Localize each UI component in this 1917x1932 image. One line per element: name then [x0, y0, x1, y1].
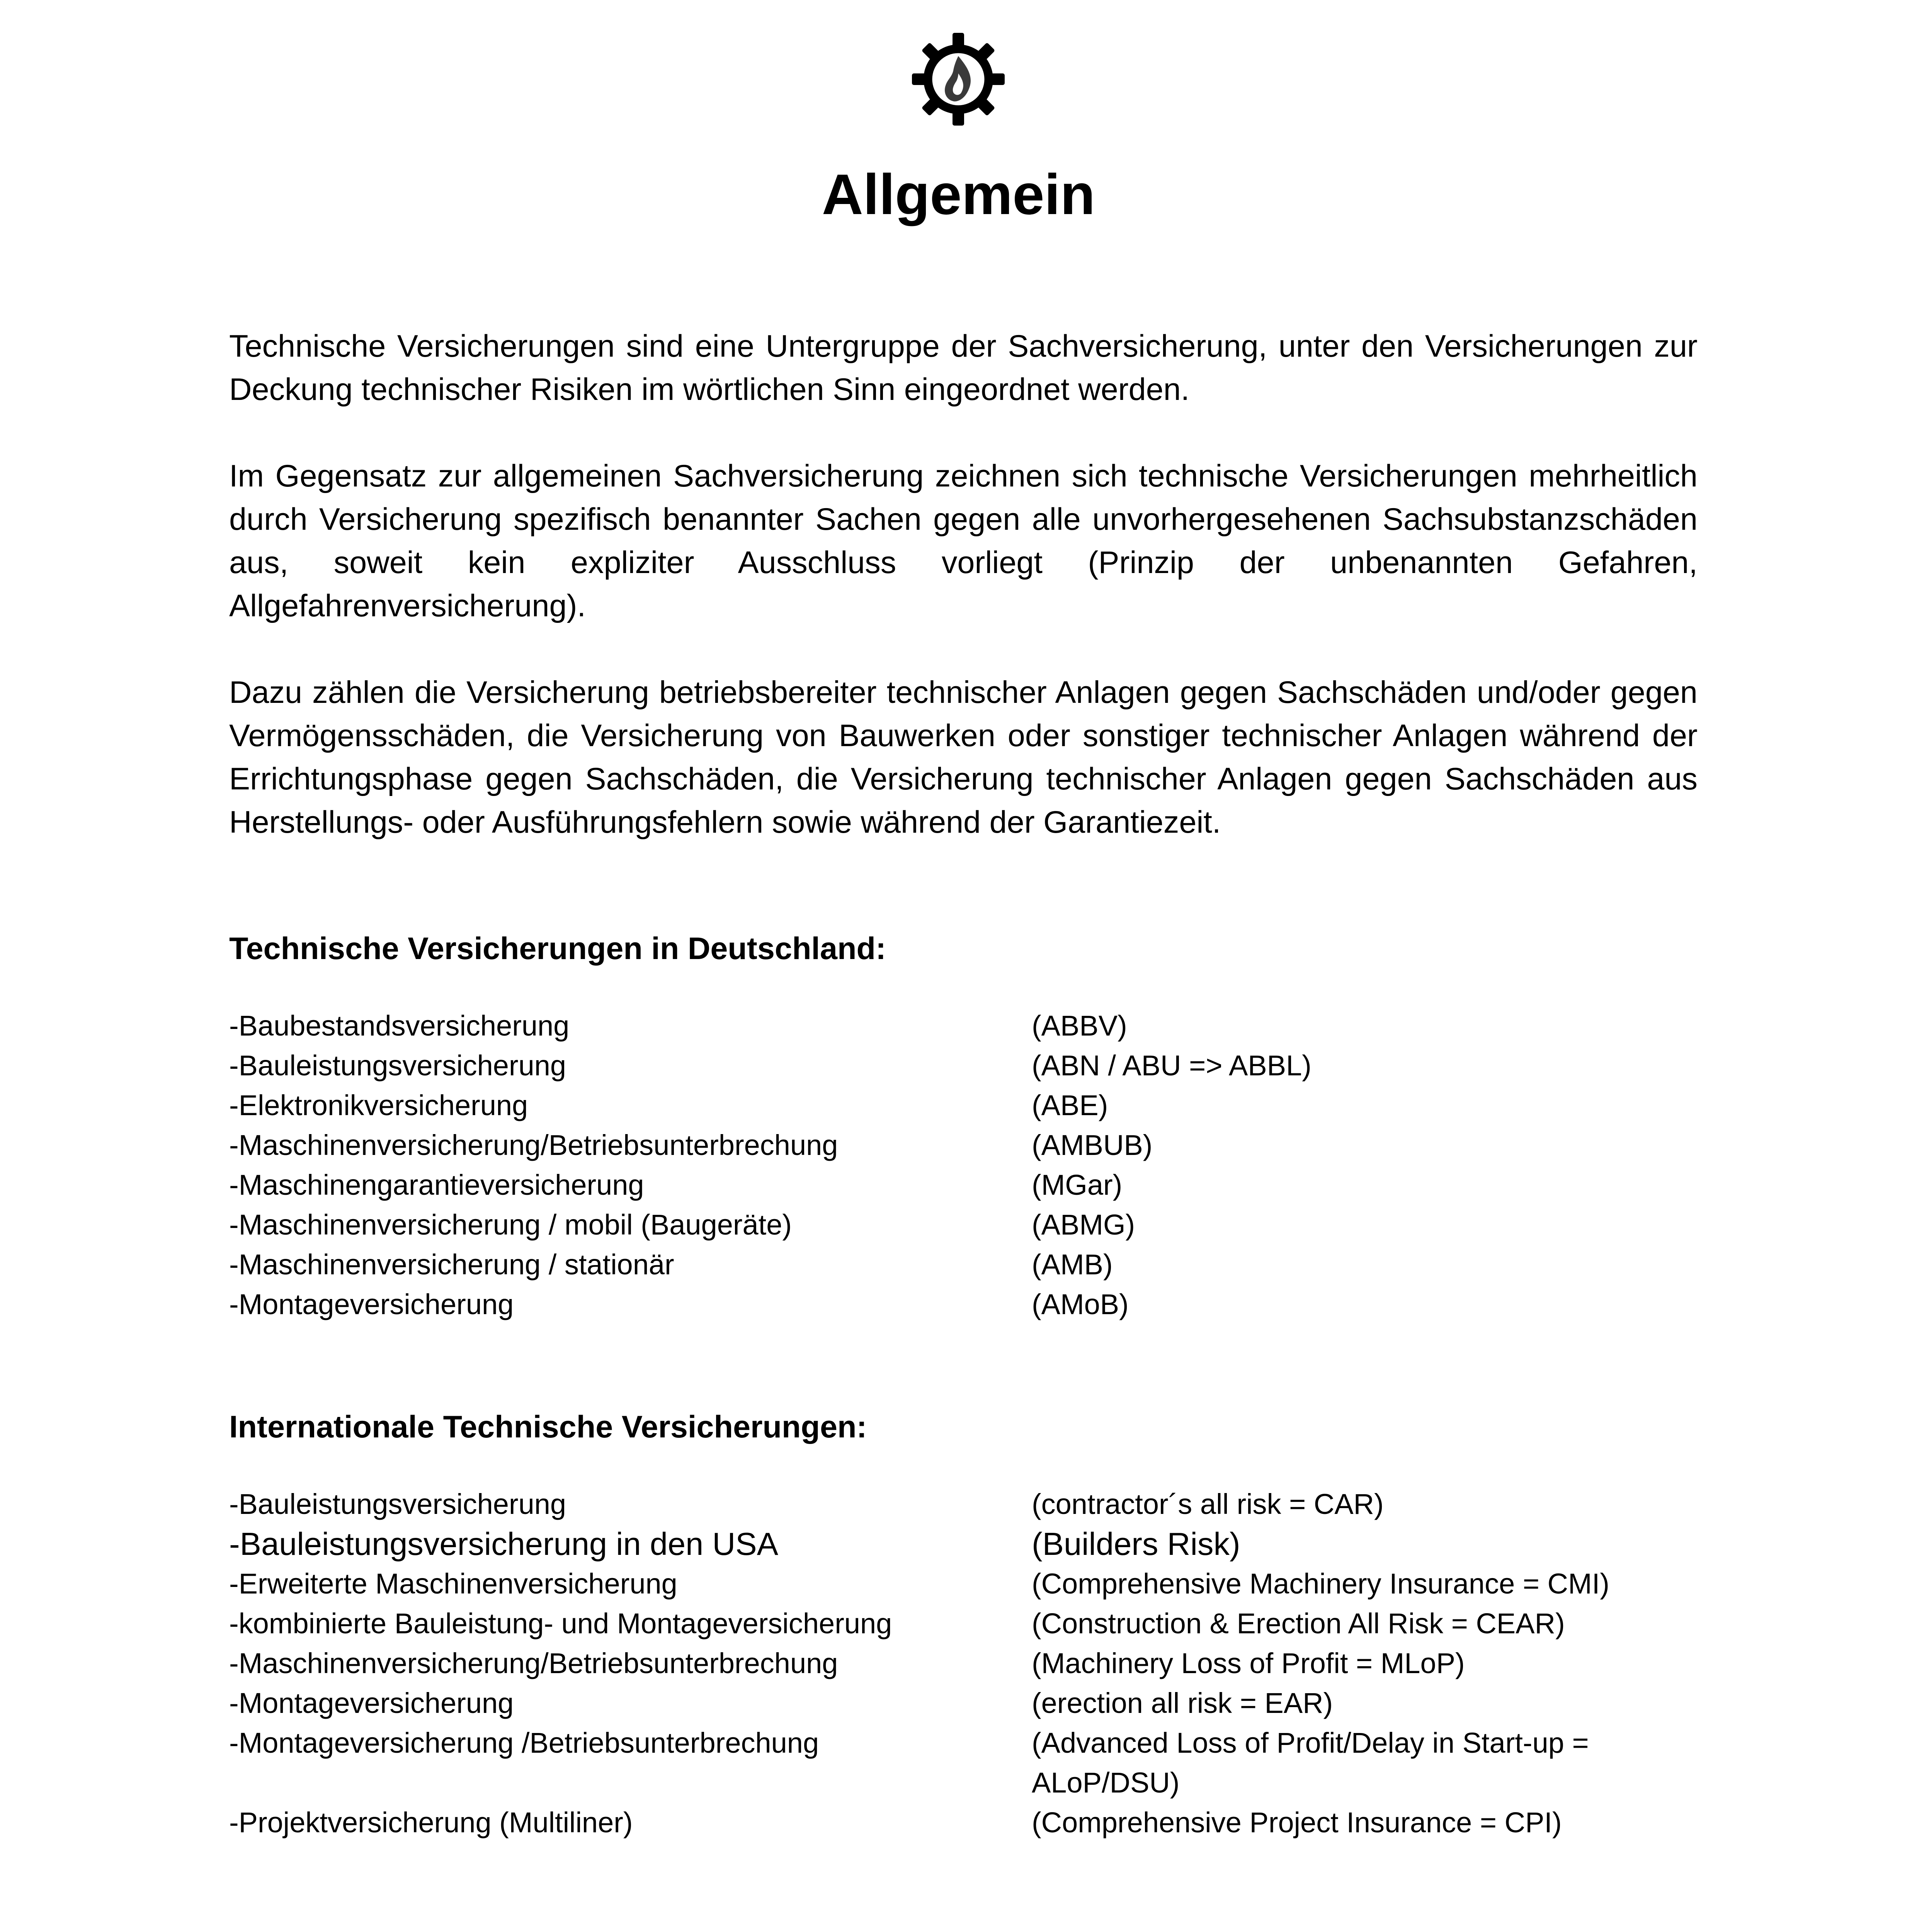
insurance-abbreviation: (Construction & Erection All Risk = CEAR) — [1032, 1607, 1565, 1639]
insurance-abbreviation: (ABN / ABU => ABBL) — [1032, 1049, 1311, 1082]
insurance-abbreviation: (Comprehensive Machinery Insurance = CMI) — [1032, 1568, 1609, 1600]
insurance-name: -Baubestandsversicherung — [229, 1010, 570, 1042]
insurance-name: -Montageversicherung /Betriebsunterbrechung — [229, 1727, 819, 1759]
insurance-name: -Montageversicherung — [229, 1687, 514, 1719]
germany-section-heading: Technische Versicherungen in Deutschland: — [229, 931, 886, 966]
insurance-abbreviation: (Builders Risk) — [1032, 1526, 1240, 1562]
international-insurance-list — [229, 1484, 1698, 1842]
list-item — [229, 1604, 1698, 1643]
insurance-name: -Bauleistungsversicherung — [229, 1488, 566, 1520]
list-item — [229, 1006, 1698, 1046]
insurance-abbreviation: (Machinery Loss of Profit = MLoP) — [1032, 1647, 1465, 1679]
insurance-abbreviation: (AMBUB) — [1032, 1129, 1153, 1161]
gear-flame-icon — [910, 31, 1007, 128]
insurance-abbreviation: (MGar) — [1032, 1169, 1123, 1201]
list-item — [229, 1205, 1698, 1245]
insurance-name: -Projektversicherung (Multiliner) — [229, 1806, 633, 1838]
insurance-abbreviation: (AMB) — [1032, 1248, 1113, 1281]
insurance-name: -Elektronikversicherung — [229, 1089, 528, 1121]
insurance-name: -Maschinenversicherung/Betriebsunterbrechung — [229, 1647, 838, 1679]
list-item — [229, 1564, 1698, 1604]
list-item — [229, 1165, 1698, 1205]
insurance-name: -Bauleistungsversicherung — [229, 1049, 566, 1082]
list-item — [229, 1803, 1698, 1842]
insurance-abbreviation: (Advanced Loss of Profit/Delay in Start-up = ALoP/DSU) — [1032, 1727, 1589, 1799]
intro-paragraph-1: Technische Versicherungen sind eine Untergruppe der Sachversicherung, unter den Versicherungen zur Deckung technischer Risiken im wörtlichen Sinn eingeordnet werden. — [229, 329, 1698, 407]
insurance-name: -kombinierte Bauleistung- und Montageversicherung — [229, 1607, 892, 1639]
list-item — [229, 1245, 1698, 1284]
insurance-abbreviation: (ABBV) — [1032, 1010, 1127, 1042]
insurance-name: -Maschinenversicherung / mobil (Baugeräte) — [229, 1209, 792, 1241]
list-item — [229, 1484, 1698, 1524]
insurance-name: -Bauleistungsversicherung in den USA — [229, 1526, 779, 1562]
insurance-name: -Montageversicherung — [229, 1288, 514, 1320]
list-item — [229, 1046, 1698, 1085]
insurance-name: -Maschinenversicherung / stationär — [229, 1248, 674, 1281]
insurance-name: -Maschinenversicherung/Betriebsunterbrechung — [229, 1129, 838, 1161]
insurance-abbreviation: (Comprehensive Project Insurance = CPI) — [1032, 1806, 1562, 1838]
germany-insurance-list — [229, 1006, 1698, 1324]
insurance-name: -Erweiterte Maschinenversicherung — [229, 1568, 677, 1600]
list-item — [229, 1723, 1698, 1803]
page-title: Allgemein — [822, 163, 1095, 226]
insurance-abbreviation: (erection all risk = EAR) — [1032, 1687, 1333, 1719]
international-section-heading: Internationale Technische Versicherungen: — [229, 1410, 867, 1444]
list-item — [229, 1085, 1698, 1125]
list-item — [229, 1284, 1698, 1324]
list-item — [229, 1524, 1698, 1564]
insurance-abbreviation: (ABMG) — [1032, 1209, 1135, 1241]
intro-paragraph-2: Im Gegensatz zur allgemeinen Sachversicherung zeichnen sich technische Versicherungen mehrheitlich durch Versicherung spezifisch benannter Sachen gegen alle unvorhergesehenen Sachsubstanzschäden aus, soweit kein expliziter Ausschluss vorliegt (Prinzip der unbenannten Gefahren, Allgefahrenversicherung). — [229, 459, 1698, 623]
list-item — [229, 1643, 1698, 1683]
list-item — [229, 1125, 1698, 1165]
intro-paragraph-3: Dazu zählen die Versicherung betriebsbereiter technischer Anlagen gegen Sachschäden und/oder gegen Vermögensschäden, die Versicherung von Bauwerken oder sonstiger technischer Anlagen während der Errichtungsphase gegen Sachschäden, die Versicherung technischer Anlagen gegen Sachschäden aus Herstellungs- oder Ausführungsfehlern sowie während der Garantiezeit. — [229, 675, 1698, 840]
main-content — [229, 325, 1698, 1842]
insurance-abbreviation: (ABE) — [1032, 1089, 1108, 1121]
insurance-abbreviation: (contractor´s all risk = CAR) — [1032, 1488, 1384, 1520]
insurance-name: -Maschinengarantieversicherung — [229, 1169, 644, 1201]
list-item — [229, 1683, 1698, 1723]
insurance-abbreviation: (AMoB) — [1032, 1288, 1129, 1320]
